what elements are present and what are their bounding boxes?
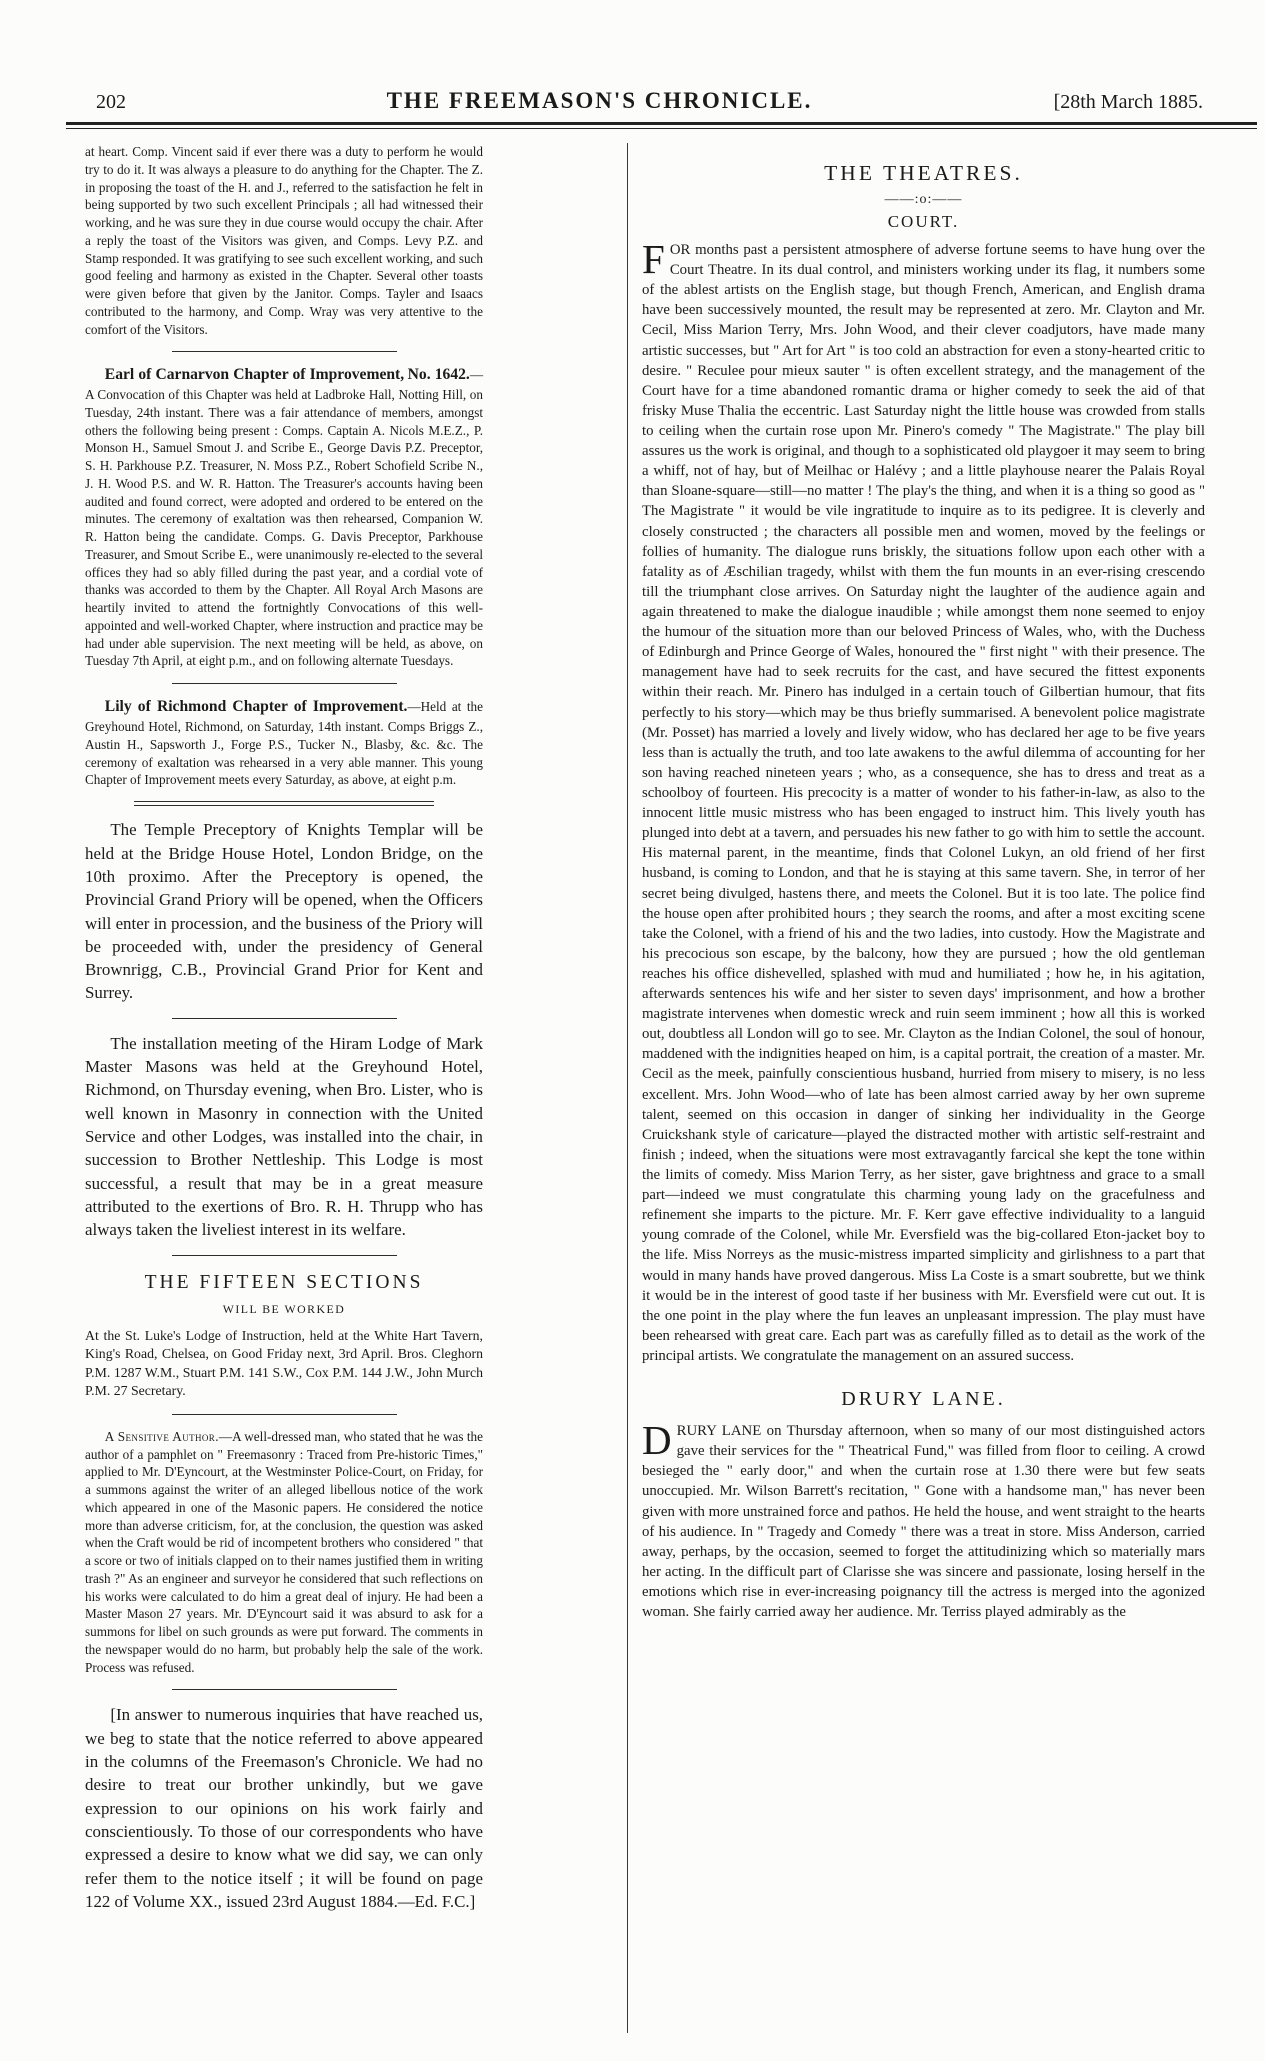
drury-article-body: RURY LANE on Thursday afternoon, when so many of our most distinguished actors gave their services for the " Theatrical Fund," was filled from floor to ceiling. A crowd besieged the " early door," and when the curtain rose at 1.30 there were but few seats unoccupied. Mr. Wilson Barrett's recitation, " Gone with a handsome man," has never been given with more unstrained force and pathos. He held the house, and went straight to the hearts of his audience. In " Tragedy and Comedy " there was a treat in store. Miss Anderson, carried away, perhaps, by the occasion, seemed to forget the attitudinizing which so materially mars her acting. In the difficult part of Clarisse she was sincere and passionate, losing herself in the emotions which rise in ever-increasing poignancy till the actress is merged into the agonized woman. She fairly carried away her audience. Mr. Terriss played admirably as the [642, 1423, 1205, 1621]
editor-note-paragraph: [In answer to numerous inquiries that have reached us, we beg to state that the notice referred to above appeared in the columns of the Freemason's Chronicle. We had no desire to treat our brother unkindly, but we gave expression to our opinions on his work fairly and conscientiously. To those of our correspondents who have expressed a desire to know what we did say, we can only refer them to the notice itself ; it will be found on page 122 of Volume XX., issued 23rd August 1884.—Ed. F.C.] [85, 1705, 483, 1912]
page-header [0, 0, 1265, 120]
drury-lane-title: DRURY LANE. [841, 1388, 1006, 1411]
section-divider [172, 1018, 397, 1019]
header-rule [66, 122, 1257, 129]
title-ornament: ——:o:—— [884, 192, 963, 207]
section-divider [172, 683, 397, 684]
section-divider [172, 1255, 397, 1256]
theatres-title: THE THEATRES. [824, 161, 1023, 185]
hiram-paragraph: The installation meeting of the Hiram Lodge of Mark Master Masons was held at the Greyhound Hotel, Richmond, on Thursday evening, when Bro. Lister, who is well known in Masonry in connection with the United Service and other Lodges, was installed into the chair, in succession to Brother Nettleship. This Lodge is most successful, a result that may be in a great measure attributed to the exertions of Bro. R. H. Thrupp who has always taken the liveliest interest in its welfare. [85, 1033, 483, 1240]
right-column [642, 143, 1205, 2033]
section-divider [172, 1689, 397, 1690]
sensitive-author-body: —A well-dressed man, who stated that he was the author of a pamphlet on " Freemasonry : Traced from Pre-historic Times," applied to Mr. D'Eyncourt, at the Westminster Police-Court, on Friday, for a summons against the writer of an alleged libellous notice of the work which appeared in one of the Masonic papers. He considered the notice more than adverse criticism, for, at the conclusion, the question was asked when the Craft would be rid of incompetent brothers who considered " that a score or two of initials clapped on to their names justified them in writing trash ?" As an engineer and surveyor he considered that such reflections on his works were calculated to do him a great deal of injury. He had been a Master Mason 27 years. Mr. D'Eyncourt said it was absurd to ask for a summons for libel on such grounds as were put forward. The comments in the newspaper would do no harm, but probably help the sale of the work. Process was refused. [85, 1428, 483, 1675]
drury-article [642, 1417, 1205, 1622]
sensitive-author-lead: A Sensitive Author. [104, 1428, 219, 1444]
column-divider-rule [627, 143, 628, 2033]
fifteen-sections-body: At the St. Luke's Lodge of Instruction, held at the White Hart Tavern, King's Road, Chelsea, on Good Friday next, 3rd April. Bros. Cleghorn P.M. 1287 W.M., Stuart P.M. 141 S.W., Cox P.M. 144 J.W., John Murch P.M. 27 Secretary. [85, 1327, 483, 1399]
issue-date: [28th March 1885. [1053, 91, 1203, 113]
fifteen-sections-subtitle: WILL BE WORKED [222, 1301, 346, 1316]
article-lily [85, 697, 483, 789]
article-lily-heading: Lily of Richmond Chapter of Improvement. [104, 698, 408, 716]
temple-paragraph: The Temple Preceptory of Knights Templar will be held at the Bridge House Hotel, London Bridge, on the 10th proximo. After the Preceptory is opened, the Provincial Grand Priory will be opened, when the Officers will enter in procession, and the business of the Priory will be proceeded with, under the presidency of General Brownrigg, C.B., Provincial Grand Prior for Kent and Surrey. [85, 820, 483, 1003]
left-column [85, 143, 483, 2033]
court-article [642, 236, 1205, 1366]
fifteen-sections-title: THE FIFTEEN SECTIONS [144, 1271, 424, 1293]
article-carnarvon [85, 365, 483, 670]
article-carnarvon-heading: Earl of Carnarvon Chapter of Improvement, [104, 366, 405, 384]
sensitive-author-paragraph [85, 1428, 483, 1677]
section-divider [172, 1414, 397, 1415]
masthead-title: THE FREEMASON'S CHRONICLE. [386, 88, 813, 113]
court-title: COURT. [887, 212, 960, 231]
page-number: 202 [96, 91, 126, 113]
court-article-body: OR months past a persistent atmosphere of adverse fortune seems to have hung over the Court Theatre. In its dual control, and ministers working under its flag, it numbers some of the ablest artists on the English stage, but though French, American, and English drama have been successively mounted, the result may be represented at zero. Mr. Clayton and Mr. Cecil, Miss Marion Terry, Mrs. John Wood, and their clever coadjutors, have made many artistic successes, but " Art for Art " is too cold an abstraction for even a stony-hearted critic to desire. " Reculee pour mieux sauter " is often excellent strategy, and the management of the Court have for a time abandoned romantic drama or higher comedy to seek the aid of that frisky Muse Thalia the eccentric. Last Saturday night the little house was crowded from stalls to ceiling when the curtain rose upon Mr. Pinero's comedy " The Magistrate." The play bill assures us the work is original, and though to a sophisticated old playgoer it may seem to bring a whiff, not of hay, but of Meilhac or Halévy ; and a little playhouse nearer the Palais Royal than Sloane-square—still—no matter ! The play's the thing, and when it is a thing so good as " The Magistrate " it would be vile ingratitude to inquire as to its pedigree. It is cleverly and closely constructed ; the characters all possible men and women, moved by the feelings or follies of humanity. The dialogue runs briskly, the situations follow upon each other with a fatality as of Æschilian tragedy, whilst with them the fun mounts in an ever-rising crescendo till the triumphant close arrives. On Saturday night the laughter of the audience again and again threatened to make the dialogue inaudible ; while amongst them none seemed to enjoy the humour of the situation more than our beloved Princess of Wales, who, with the Duchess of Edinburgh and Prince George of Wales, honoured the " first night " with their presence. The management have had to seek recruits for the cast, and have secured the fittest exponents within their reach. Mr. Pinero has indulged in a certain touch of Gilbertian humour, that fits perfectly to his story—which may be thus briefly summarised. A benevolent police magistrate (Mr. Posset) has married a lovely and lively widow, who has declared her age to be five years less than is actually the truth, and too late awakens to the awful dilemma of accounting for her son having reached nineteen years ; who, as a consequence, she has to dress and treat as a schoolboy of fourteen. His precocity is a matter of wonder to his father-in-law, as also to the innocent little music mistress who has been engaged to instruct him. This lively youth has plunged into debt at a tavern, and persuades his new father to go with him to settle the account. His maternal parent, in the meantime, finds that Colonel Lukyn, an old friend of her first husband, is coming to London, and that he is staying at this same tavern. She, in terror of her secret being divulged, hastens there, and meets the Colonel. But it is too late. The police find the house open after prohibited hours ; they search the rooms, and after a most exciting scene take the Colonel, with a friend of his and the two ladies, into custody. How the Magistrate and his precocious son escape, by the balcony, how they are pursued ; how the old gentleman reaches his office dishevelled, splashed with mud and humiliated ; how he, in his agitation, afterwards sentences his wife and her sister to seven days' imprisonment, and how a brother magistrate intervenes when domestic wreck and ruin seem imminent ; how all this is worked out, doubtless all London will go to see. Mr. Clayton as the Indian Colonel, the soul of honour, maddened with the indignities heaped on him, is a capital portrait, the creation of a master. Mr. Cecil as the meek, painfully conscientious husband, hurried from misery to misery, is no less excellent. Mrs. John Wood—who of late has been almost carried away by her own supreme talent, seemed on this occasion in danger of sinking her individuality in the George Cruickshank style of caricature—played the distracted mother with artistic self-restraint and finish ; indeed, when the situations were most extravagantly farcical she kept the tone within the limits of comedy. Miss Marion Terry, as her sister, gave brightness and grace to a small part—indeed we must congratulate this charming young lady on the gracefulness and refinement she imparts to the picture. Mr. F. Kerr gave effective individuality to a languid young comrade of the Colonel, while Mr. Eversfield was the big-collared Eton-jacket boy to the life. Miss Norreys as the music-mistress imparted simplicity and girlishness to a part that would in many hands have proved dangerous. Miss La Coste is a smart soubrette, but we think it would be in the interest of good taste if her business with Mr. Eversfield were cut out. It is the one point in the play where the fun leaves an unpleasant impression. The play must have been rehearsed with great care. Each part was as carefully filled as to detail as the work of the principal artists. We congratulate the management on an assured success. [642, 242, 1205, 1365]
article-lily-body: —Held at the Greyhound Hotel, Richmond, on Saturday, 14th instant. Comps Briggs Z., Austin H., Sapsworth J., Forge P.S., Tucker N., Blasby, &c. &c. The ceremony of exaltation was rehearsed in a very able manner. This young Chapter of Improvement meets every Saturday, as above, at eight p.m. [85, 699, 484, 788]
page-columns [0, 129, 1265, 2033]
article-carnarvon-number: No. 1642. [407, 366, 470, 384]
drury-dropcap: D [642, 1417, 672, 1464]
article-carnarvon-body: —A Convocation of this Chapter was held at Ladbroke Hall, Notting Hill, on Tuesday, 24th instant. There was a fair attendance of members, amongst others the following being present : Comps. Captain A. Nicols M.E.Z., P. Monson H., Samuel Smout J. and Scribe E., George Davis P.Z. Preceptor, S. H. Parkhouse P.Z. Treasurer, N. Moss P.Z., Robert Schofield Scribe N., J. H. Wood P.S. and W. R. Hatton. The Treasurer's accounts having been audited and found correct, were adopted and ordered to be entered on the minutes. The ceremony of exaltation was then rehearsed, Companion W. R. Hatton being the candidate. Comps. G. Davis Preceptor, Parkhouse Treasurer, and Smout Scribe E., were unanimously re-elected to the several offices they had so ably filled during the past year, and a cordial vote of thanks was accorded to them by the Chapter. All Royal Arch Masons are heartily invited to attend the fortnightly Convocations of this well-appointed and well-worked Chapter, where instruction and practice may be had under able supervision. The next meeting will be held, as above, on Tuesday 7th April, at eight p.m., and on following alternate Tuesdays. [85, 367, 483, 669]
intro-paragraph: at heart. Comp. Vincent said if ever there was a duty to perform he would try to do it. It was always a pleasure to do anything for the Chapter. The Z. in proposing the toast of the H. and J., referred to the satisfaction he felt in being supported by two such excellent Principals ; all had witnessed their working, and he was sure they in due course would occupy the chair. After a reply the toast of the Visitors was given, and Comps. Levy P.Z. and Stamp responded. It was gratifying to see such excellent working, and such good feeling and harmony as existed in the Chapter. Several other toasts were given before that given by the Janitor. Comps. Tayler and Isaacs contributed to the harmony, and Comp. Wray was very attentive to the comfort of the Visitors. [85, 144, 483, 337]
court-dropcap: F [642, 236, 665, 282]
section-divider [172, 351, 397, 352]
section-divider-double [134, 801, 434, 806]
